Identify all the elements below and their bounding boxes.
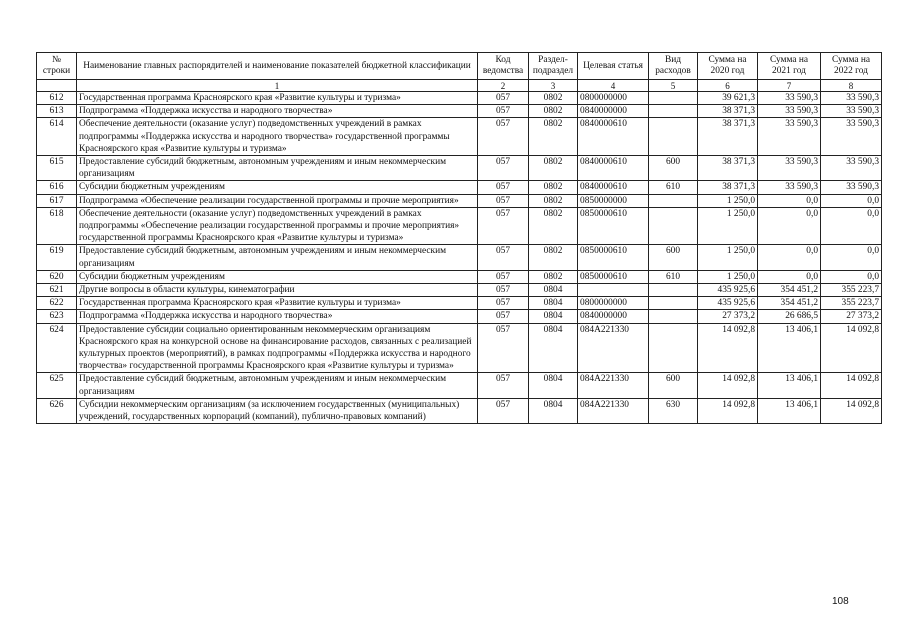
amount-2020-cell: 14 092,8 xyxy=(698,398,758,423)
page-number: 108 xyxy=(832,596,849,607)
target-article-cell: 0850000000 xyxy=(578,194,649,207)
row-number-cell: 624 xyxy=(37,323,77,373)
amount-2020-cell: 435 925,6 xyxy=(698,284,758,297)
table-row xyxy=(37,297,882,310)
target-article-cell: 0840000000 xyxy=(578,105,649,118)
target-article-cell: 084А221330 xyxy=(578,398,649,423)
amount-2022-cell: 33 590,3 xyxy=(821,105,882,118)
expense-type-cell xyxy=(649,284,698,297)
header-cell: Вид расходов xyxy=(649,53,698,80)
expense-type-cell xyxy=(649,323,698,373)
section-code-cell: 0802 xyxy=(529,207,578,245)
header-cell: Сумма на 2021 год xyxy=(758,53,821,80)
table-row xyxy=(37,181,882,194)
row-name-cell: Субсидии бюджетным учреждениям xyxy=(77,181,478,194)
row-number-cell: 613 xyxy=(37,105,77,118)
amount-2022-cell: 14 092,8 xyxy=(821,398,882,423)
amount-2020-cell: 1 250,0 xyxy=(698,207,758,245)
amount-2022-cell: 33 590,3 xyxy=(821,181,882,194)
row-name-cell: Предоставление субсидии социально ориентированным некоммерческим организациям Красноярского края на конкурсной основе на финансирование расходов, связанных с реализацией культурных проектов (мероприятий), в рамках подпрограммы «Поддержка искусства и народного творчества» государственной программы Красноярского края «Развитие культуры и туризма» xyxy=(77,323,478,373)
row-name-cell: Обеспечение деятельности (оказание услуг) подведомственных учреждений в рамках подпрограммы «Поддержка искусства и народного творчества» государственной программы Красноярского края «Развитие культуры и туризма» xyxy=(77,118,478,156)
expense-type-cell: 610 xyxy=(649,181,698,194)
column-number-row xyxy=(37,80,882,92)
row-number-cell: 626 xyxy=(37,398,77,423)
table-header xyxy=(37,53,882,80)
amount-2020-cell: 14 092,8 xyxy=(698,323,758,373)
row-name-cell: Обеспечение деятельности (оказание услуг) подведомственных учреждений в рамках подпрограммы «Обеспечение реализации государственной программы и прочие мероприятия» государственной программы Красноярского края «Развитие культуры и туризма» xyxy=(77,207,478,245)
department-code-cell: 057 xyxy=(478,245,529,270)
expense-type-cell: 600 xyxy=(649,156,698,181)
row-number-cell: 615 xyxy=(37,156,77,181)
department-code-cell: 057 xyxy=(478,156,529,181)
row-number-cell: 616 xyxy=(37,181,77,194)
department-code-cell: 057 xyxy=(478,297,529,310)
expense-type-cell xyxy=(649,297,698,310)
amount-2021-cell: 33 590,3 xyxy=(758,105,821,118)
department-code-cell: 057 xyxy=(478,181,529,194)
expense-type-cell xyxy=(649,105,698,118)
table-row xyxy=(37,373,882,398)
amount-2022-cell: 14 092,8 xyxy=(821,323,882,373)
header-cell: № строки xyxy=(37,53,77,80)
table-row xyxy=(37,284,882,297)
amount-2022-cell: 33 590,3 xyxy=(821,156,882,181)
column-number: 4 xyxy=(578,80,649,92)
row-number-cell: 623 xyxy=(37,310,77,323)
column-number: 1 xyxy=(77,80,478,92)
target-article-cell: 0800000000 xyxy=(578,92,649,105)
amount-2021-cell: 354 451,2 xyxy=(758,284,821,297)
department-code-cell: 057 xyxy=(478,194,529,207)
expense-type-cell: 600 xyxy=(649,245,698,270)
target-article-cell: 0840000000 xyxy=(578,310,649,323)
expense-type-cell xyxy=(649,310,698,323)
expense-type-cell xyxy=(649,92,698,105)
department-code-cell: 057 xyxy=(478,373,529,398)
amount-2022-cell: 33 590,3 xyxy=(821,92,882,105)
amount-2021-cell: 26 686,5 xyxy=(758,310,821,323)
expense-type-cell xyxy=(649,207,698,245)
expense-type-cell: 630 xyxy=(649,398,698,423)
target-article-cell: 0840000610 xyxy=(578,181,649,194)
amount-2020-cell: 435 925,6 xyxy=(698,297,758,310)
amount-2021-cell: 33 590,3 xyxy=(758,118,821,156)
table-body xyxy=(37,92,882,424)
table-row xyxy=(37,118,882,156)
amount-2020-cell: 39 621,3 xyxy=(698,92,758,105)
row-name-cell: Субсидии бюджетным учреждениям xyxy=(77,270,478,283)
table-row xyxy=(37,105,882,118)
table-row xyxy=(37,323,882,373)
row-number-cell: 617 xyxy=(37,194,77,207)
amount-2022-cell: 0,0 xyxy=(821,270,882,283)
department-code-cell: 057 xyxy=(478,207,529,245)
row-number-cell: 619 xyxy=(37,245,77,270)
amount-2020-cell: 38 371,3 xyxy=(698,156,758,181)
column-number: 6 xyxy=(698,80,758,92)
expense-type-cell xyxy=(649,194,698,207)
row-name-cell: Другие вопросы в области культуры, кинематографии xyxy=(77,284,478,297)
department-code-cell: 057 xyxy=(478,92,529,105)
amount-2020-cell: 38 371,3 xyxy=(698,105,758,118)
header-cell: Код ведомства xyxy=(478,53,529,80)
department-code-cell: 057 xyxy=(478,270,529,283)
amount-2020-cell: 14 092,8 xyxy=(698,373,758,398)
amount-2022-cell: 27 373,2 xyxy=(821,310,882,323)
section-code-cell: 0804 xyxy=(529,398,578,423)
section-code-cell: 0802 xyxy=(529,181,578,194)
section-code-cell: 0802 xyxy=(529,118,578,156)
section-code-cell: 0804 xyxy=(529,323,578,373)
column-number: 5 xyxy=(649,80,698,92)
amount-2022-cell: 0,0 xyxy=(821,207,882,245)
amount-2020-cell: 1 250,0 xyxy=(698,194,758,207)
row-number-cell: 614 xyxy=(37,118,77,156)
column-number: 8 xyxy=(821,80,882,92)
expense-type-cell: 600 xyxy=(649,373,698,398)
amount-2021-cell: 13 406,1 xyxy=(758,398,821,423)
section-code-cell: 0804 xyxy=(529,284,578,297)
table-row xyxy=(37,207,882,245)
section-code-cell: 0804 xyxy=(529,297,578,310)
budget-table xyxy=(36,52,882,424)
row-number-cell: 612 xyxy=(37,92,77,105)
target-article-cell xyxy=(578,284,649,297)
amount-2022-cell: 0,0 xyxy=(821,245,882,270)
table-row xyxy=(37,310,882,323)
table-row xyxy=(37,194,882,207)
row-name-cell: Государственная программа Красноярского края «Развитие культуры и туризма» xyxy=(77,92,478,105)
section-code-cell: 0802 xyxy=(529,194,578,207)
section-code-cell: 0802 xyxy=(529,156,578,181)
section-code-cell: 0802 xyxy=(529,92,578,105)
row-number-cell: 622 xyxy=(37,297,77,310)
row-name-cell: Субсидии некоммерческим организациям (за исключением государственных (муниципальных) учреждений, государственных корпораций (компаний), публично-правовых компаний) xyxy=(77,398,478,423)
row-name-cell: Подпрограмма «Поддержка искусства и народного творчества» xyxy=(77,310,478,323)
amount-2020-cell: 1 250,0 xyxy=(698,270,758,283)
row-name-cell: Предоставление субсидий бюджетным, автономным учреждениям и иным некоммерческим организациям xyxy=(77,156,478,181)
table-row xyxy=(37,270,882,283)
header-cell: Раздел-подраздел xyxy=(529,53,578,80)
row-number-cell: 621 xyxy=(37,284,77,297)
department-code-cell: 057 xyxy=(478,398,529,423)
header-cell: Сумма на 2022 год xyxy=(821,53,882,80)
section-code-cell: 0804 xyxy=(529,373,578,398)
target-article-cell: 084А221330 xyxy=(578,323,649,373)
amount-2020-cell: 38 371,3 xyxy=(698,181,758,194)
amount-2022-cell: 0,0 xyxy=(821,194,882,207)
section-code-cell: 0804 xyxy=(529,310,578,323)
amount-2021-cell: 354 451,2 xyxy=(758,297,821,310)
column-number: 7 xyxy=(758,80,821,92)
amount-2021-cell: 0,0 xyxy=(758,207,821,245)
row-name-cell: Подпрограмма «Поддержка искусства и народного творчества» xyxy=(77,105,478,118)
amount-2020-cell: 27 373,2 xyxy=(698,310,758,323)
amount-2022-cell: 14 092,8 xyxy=(821,373,882,398)
amount-2021-cell: 0,0 xyxy=(758,194,821,207)
amount-2022-cell: 355 223,7 xyxy=(821,297,882,310)
amount-2020-cell: 38 371,3 xyxy=(698,118,758,156)
expense-type-cell xyxy=(649,118,698,156)
target-article-cell: 0840000610 xyxy=(578,118,649,156)
target-article-cell: 0800000000 xyxy=(578,297,649,310)
row-name-cell: Государственная программа Красноярского края «Развитие культуры и туризма» xyxy=(77,297,478,310)
amount-2021-cell: 33 590,3 xyxy=(758,156,821,181)
target-article-cell: 0850000610 xyxy=(578,207,649,245)
row-name-cell: Предоставление субсидий бюджетным, автономным учреждениям и иным некоммерческим организациям xyxy=(77,373,478,398)
row-name-cell: Подпрограмма «Обеспечение реализации государственной программы и прочие мероприятия» xyxy=(77,194,478,207)
header-cell: Сумма на 2020 год xyxy=(698,53,758,80)
department-code-cell: 057 xyxy=(478,310,529,323)
row-name-cell: Предоставление субсидий бюджетным, автономным учреждениям и иным некоммерческим организациям xyxy=(77,245,478,270)
section-code-cell: 0802 xyxy=(529,245,578,270)
expense-type-cell: 610 xyxy=(649,270,698,283)
section-code-cell: 0802 xyxy=(529,105,578,118)
row-number-cell: 625 xyxy=(37,373,77,398)
amount-2022-cell: 33 590,3 xyxy=(821,118,882,156)
header-cell: Целевая статья xyxy=(578,53,649,80)
target-article-cell: 0840000610 xyxy=(578,156,649,181)
column-number: 2 xyxy=(478,80,529,92)
amount-2021-cell: 33 590,3 xyxy=(758,181,821,194)
amount-2021-cell: 13 406,1 xyxy=(758,373,821,398)
column-number: 3 xyxy=(529,80,578,92)
amount-2020-cell: 1 250,0 xyxy=(698,245,758,270)
department-code-cell: 057 xyxy=(478,284,529,297)
target-article-cell: 0850000610 xyxy=(578,245,649,270)
amount-2021-cell: 0,0 xyxy=(758,270,821,283)
target-article-cell: 084А221330 xyxy=(578,373,649,398)
department-code-cell: 057 xyxy=(478,323,529,373)
amount-2021-cell: 33 590,3 xyxy=(758,92,821,105)
column-number xyxy=(37,80,77,92)
target-article-cell: 0850000610 xyxy=(578,270,649,283)
department-code-cell: 057 xyxy=(478,118,529,156)
amount-2022-cell: 355 223,7 xyxy=(821,284,882,297)
row-number-cell: 620 xyxy=(37,270,77,283)
table-row xyxy=(37,398,882,423)
amount-2021-cell: 13 406,1 xyxy=(758,323,821,373)
row-number-cell: 618 xyxy=(37,207,77,245)
table-row xyxy=(37,245,882,270)
table-row xyxy=(37,92,882,105)
amount-2021-cell: 0,0 xyxy=(758,245,821,270)
section-code-cell: 0802 xyxy=(529,270,578,283)
header-cell: Наименование главных распорядителей и наименование показателей бюджетной классификации xyxy=(77,53,478,80)
department-code-cell: 057 xyxy=(478,105,529,118)
table-row xyxy=(37,156,882,181)
